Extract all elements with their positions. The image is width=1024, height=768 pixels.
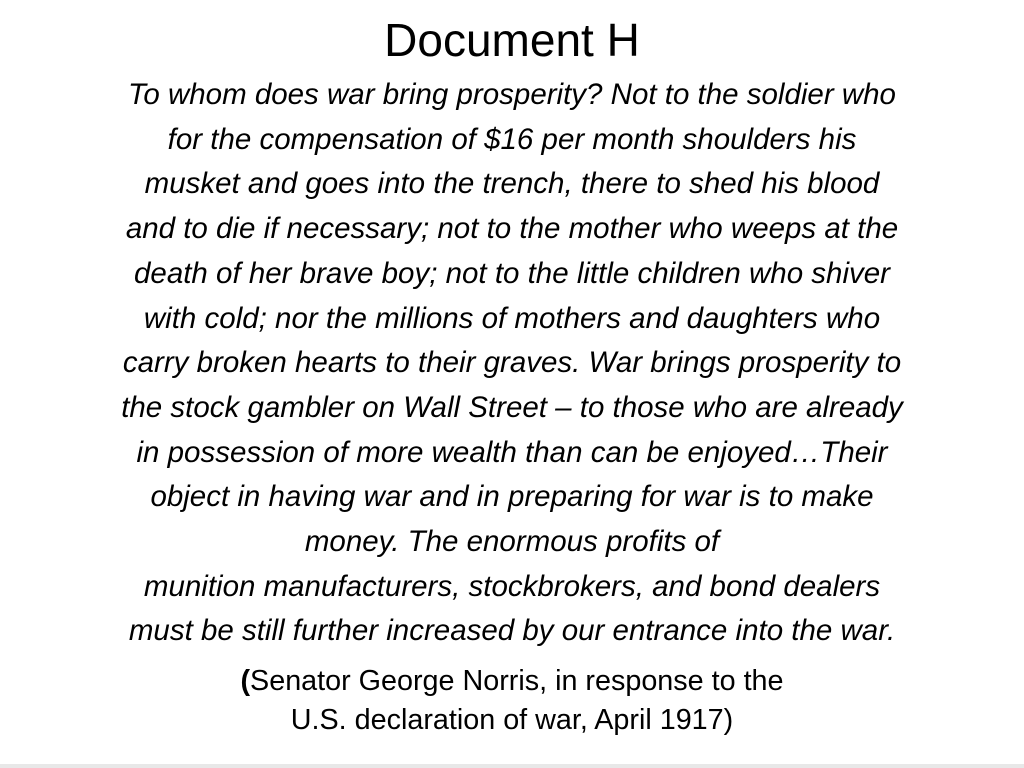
quote-line: money. The enormous profits of	[304, 525, 720, 559]
quote-line: and to die if necessary; not to the mother who weeps at the	[125, 212, 899, 246]
quote-line: the stock gambler on Wall Street – to those who are already	[121, 390, 903, 424]
bottom-divider	[0, 764, 1024, 768]
quote-line: must be still further increased by our entrance into the war.	[128, 614, 896, 648]
quote-line: with cold; nor the millions of mothers and daughters who	[143, 301, 881, 335]
citation	[0, 662, 1024, 740]
slide-title: Document H	[384, 14, 640, 66]
citation-text-1: Senator George Norris, in response to the	[250, 665, 784, 697]
quote-line: death of her brave boy; not to the little children who shiver	[134, 256, 890, 290]
citation-line-1	[0, 662, 1024, 701]
quote-line: musket and goes into the trench, there to shed his blood	[144, 167, 880, 201]
quote-line: in possession of more wealth than can be enjoyed…Their	[136, 435, 888, 469]
quote-line: for the compensation of $16 per month shoulders his	[167, 122, 857, 156]
citation-open-paren: (	[240, 665, 251, 697]
quote-line: carry broken hearts to their graves. War brings prosperity to	[122, 346, 902, 380]
quote-line: object in having war and in preparing for war is to make	[150, 480, 874, 514]
quote-line: To whom does war bring prosperity? Not to the soldier who	[128, 78, 896, 111]
quote-line: munition manufacturers, stockbrokers, and bond dealers	[143, 569, 881, 603]
citation-line-2: U.S. declaration of war, April 1917)	[290, 704, 734, 736]
quote-block	[8, 73, 1016, 654]
